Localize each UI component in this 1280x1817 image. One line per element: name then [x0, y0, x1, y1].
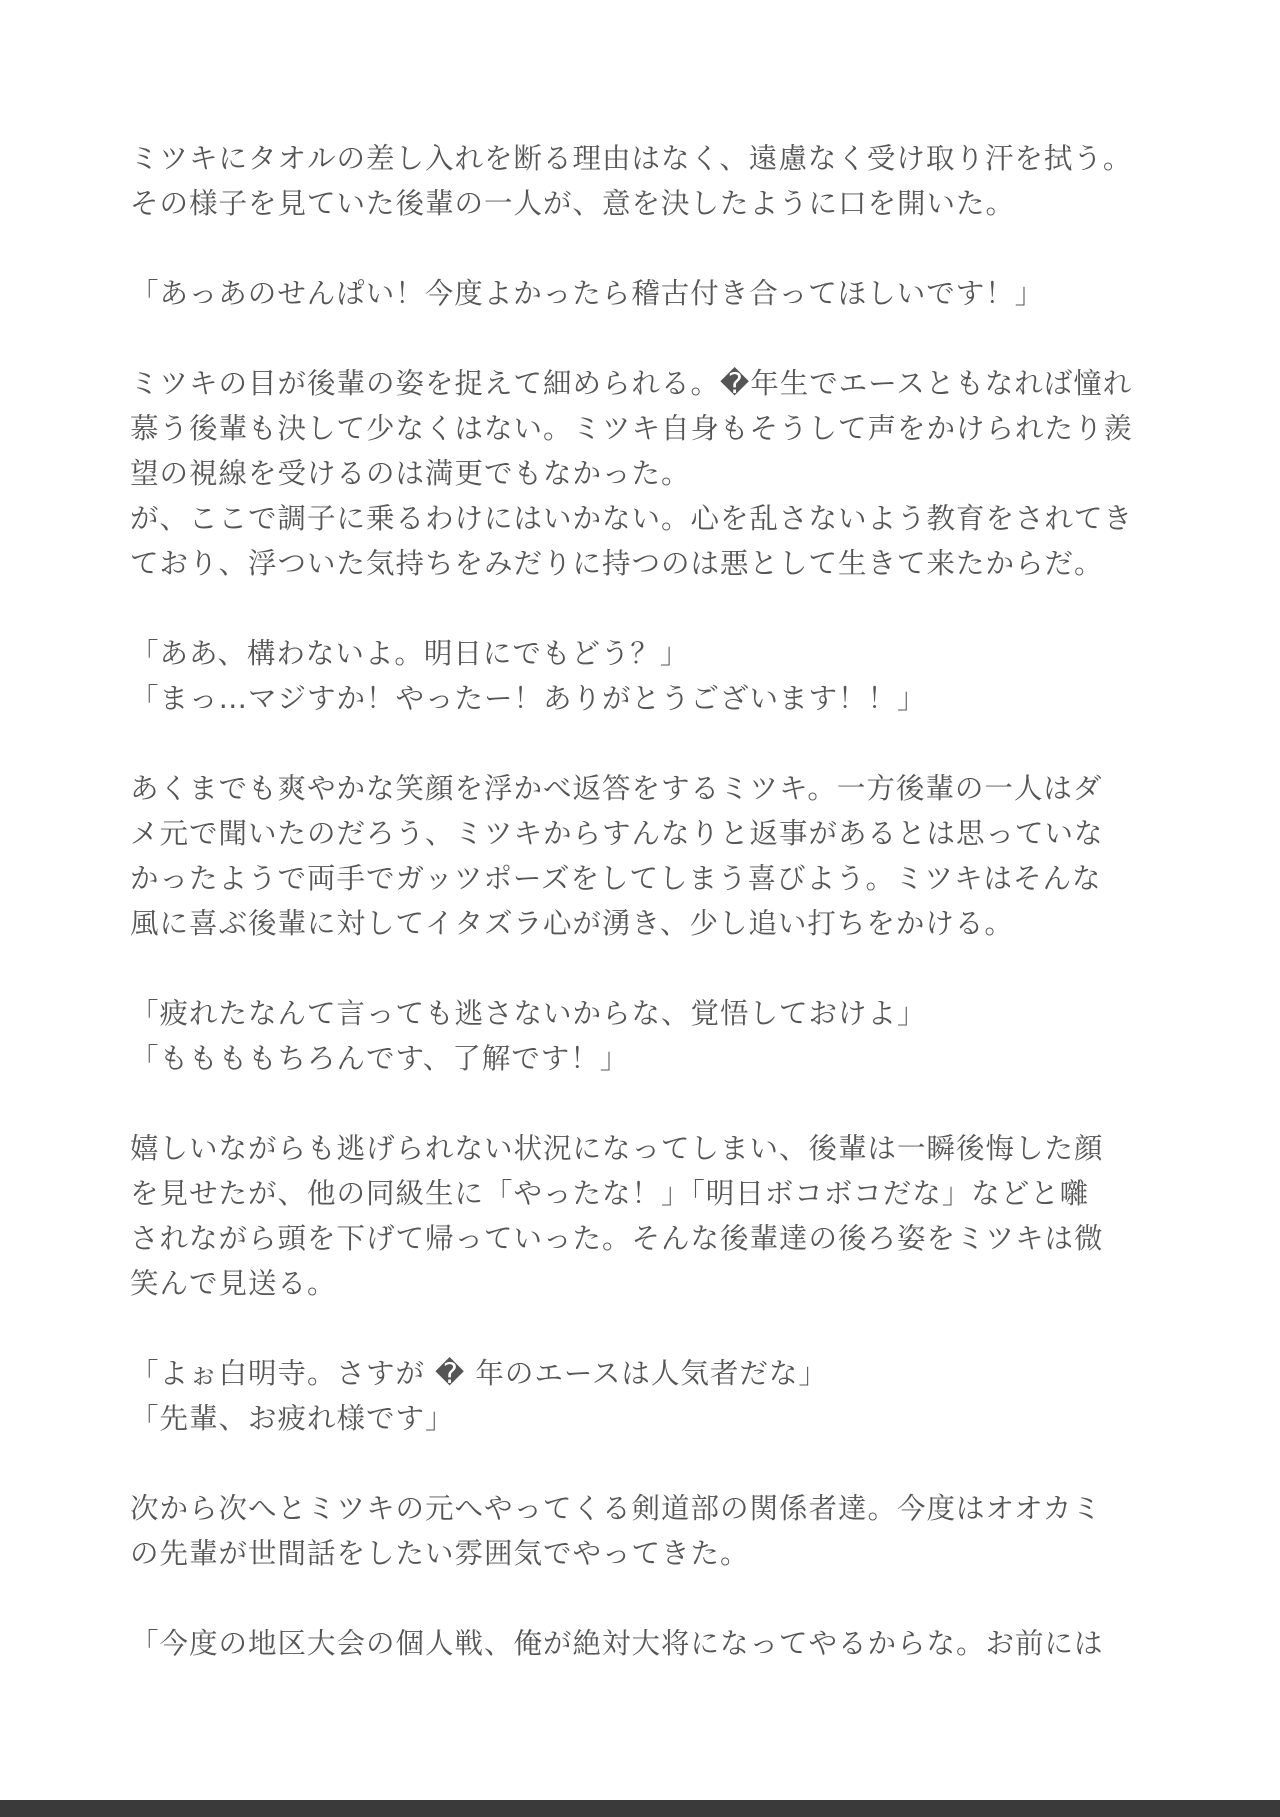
- story-text: [130, 136, 1190, 1666]
- dialogue-line: 「今度の地区大会の個人戦、俺が絶対大将になってやるからな。お前には: [130, 1627, 1104, 1660]
- dialogue-line: 「まっ…マジすか！やったー！ありがとうございます！！」: [130, 682, 927, 715]
- text-line: 望の視線を受けるのは満更でもなかった。: [130, 457, 691, 490]
- dialogue-line: 「よぉ白明寺。さすが � 年のエースは人気者だな」: [130, 1357, 828, 1390]
- blank-line: [130, 721, 1190, 766]
- text-line: その様子を見ていた後輩の一人が、意を決したように口を開いた。: [130, 187, 1016, 220]
- blank-line: [130, 1306, 1190, 1351]
- blank-line: [130, 586, 1190, 631]
- text-line: 嬉しいながらも逃げられない状況になってしまい、後輩は一瞬後悔した顔: [130, 1132, 1104, 1165]
- dialogue-line: 「疲れたなんて言っても逃さないからな、覚悟しておけよ」: [130, 997, 927, 1030]
- text-line: 次から次へとミツキの元へやってくる剣道部の関係者達。今度はオオカミ: [130, 1492, 1102, 1525]
- dialogue-line: 「ももももちろんです、了解です！」: [130, 1042, 630, 1075]
- blank-line: [130, 1081, 1190, 1126]
- text-line: が、ここで調子に乗るわけにはいかない。心を乱さないよう教育をされてき: [130, 502, 1134, 535]
- text-line: 慕う後輩も決して少なくはない。ミツキ自身もそうして声をかけられたり羨: [130, 412, 1134, 445]
- text-line: かったようで両手でガッツポーズをしてしまう喜びよう。ミツキはそんな: [130, 862, 1102, 895]
- dialogue-line: 「先輩、お疲れ様です」: [130, 1402, 455, 1435]
- text-line: あくまでも爽やかな笑顔を浮かべ返答をするミツキ。一方後輩の一人はダ: [130, 772, 1103, 805]
- text-line: メ元で聞いたのだろう、ミツキからすんなりと返事があるとは思っていな: [130, 817, 1104, 850]
- blank-line: [130, 946, 1190, 991]
- text-line: 笑んで見送る。: [130, 1267, 337, 1300]
- blank-line: [130, 1441, 1190, 1486]
- text-line: 風に喜ぶ後輩に対してイタズラ心が湧き、少し追い打ちをかける。: [130, 907, 1014, 940]
- text-line: を見せたが、他の同級生に「やったな！」「明日ボコボコだな」などと囃: [130, 1177, 1090, 1210]
- text-line: の先輩が世間話をしたい雰囲気でやってきた。: [130, 1537, 750, 1570]
- page-bottom-edge: [0, 1800, 1280, 1817]
- blank-line: [130, 1576, 1190, 1621]
- dialogue-line: 「ああ、構わないよ。明日にでもどう？」: [130, 637, 690, 670]
- blank-line: [130, 316, 1190, 361]
- blank-line: [130, 226, 1190, 271]
- text-line: ており、浮ついた気持ちをみだりに持つのは悪として生きて来たからだ。: [130, 547, 1104, 580]
- text-line: ミツキの目が後輩の姿を捉えて細められる。�年生でエースともなれば憧れ: [130, 367, 1133, 400]
- text-line: されながら頭を下げて帰っていった。そんな後輩達の後ろ姿をミツキは微: [130, 1222, 1104, 1255]
- dialogue-line: 「あっあのせんぱい！今度よかったら稽古付き合ってほしいです！」: [130, 277, 1045, 310]
- text-line: ミツキにタオルの差し入れを断る理由はなく、遠慮なく受け取り汗を拭う。: [130, 142, 1133, 175]
